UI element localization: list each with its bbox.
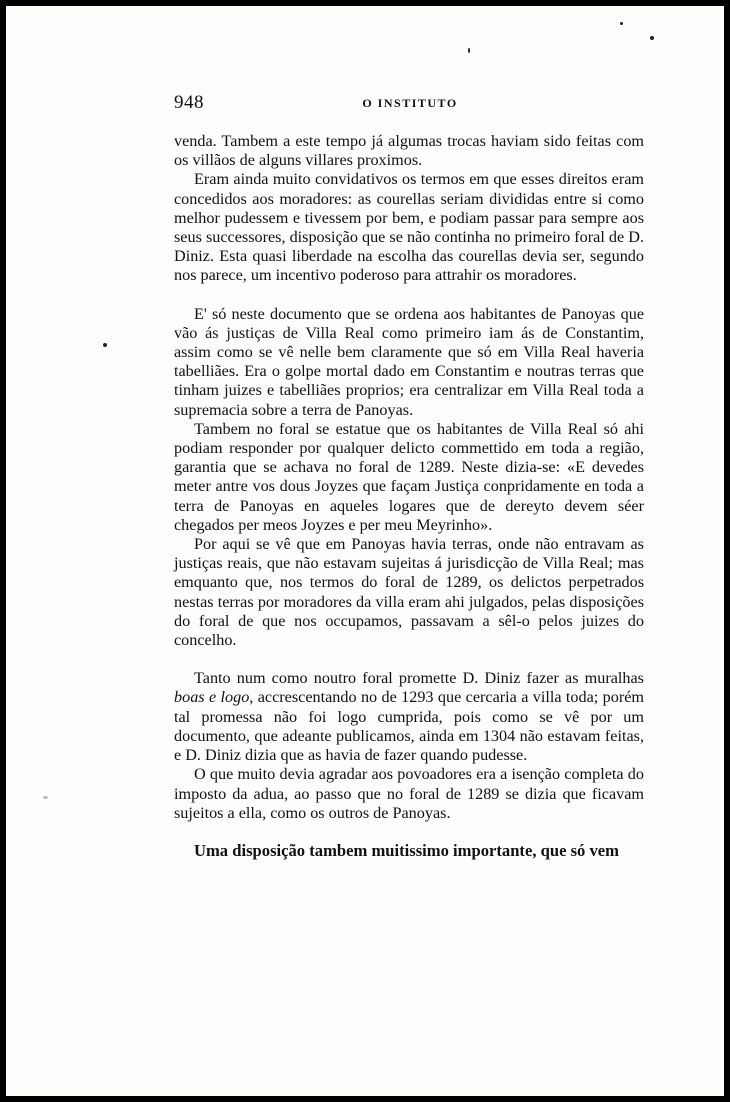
scan-speck bbox=[468, 48, 470, 53]
paragraph-8: Uma disposição tambem muitissimo importante, que só vem bbox=[194, 840, 619, 860]
paragraph-7: O que muito devia agradar aos povoadores era a isenção completa do imposto da adua, ao passo que no foral de 1289 se dizia que ficavam sujeitos a ella, como os outros de Panoyas. bbox=[174, 765, 644, 822]
paragraph-6 bbox=[174, 669, 644, 765]
paragraph-5: Por aqui se vê que em Panoyas havia terras, onde não entravam as justiças reais, que não estavam sujeitas á jurisdicção de Villa Real; mas emquanto que, nos termos do foral de 1289, os delictos perpetrados nestas terras por moradores da villa eram ahi julgados, pelas disposições do foral de que nos occupamos, passavam a sêl-o pelos juizes do concelho. bbox=[174, 535, 644, 650]
scan-speck bbox=[650, 36, 654, 40]
page-number: 948 bbox=[174, 92, 204, 113]
scan-speck bbox=[43, 796, 48, 799]
paragraph-6-italic: boas e logo, bbox=[174, 688, 254, 707]
scan-speck bbox=[103, 343, 107, 347]
body-text bbox=[174, 132, 644, 860]
paragraph-4: Tambem no foral se estatue que os habitantes de Villa Real só ahi podiam responder por qualquer delicto commettido em toda a região, garantia que se achava no foral de 1289. Neste dizia-se: «E devedes meter antre vos dous Joyzes que façam Justiça conpridamente en toda a terra de Panoyas en aqueles logares que de dereyto devem séer chegados per meos Joyzes e per meu Meyrinho». bbox=[174, 419, 644, 534]
running-title: O INSTITUTO bbox=[362, 96, 458, 110]
paragraph-3: E' só neste documento que se ordena aos habitantes de Panoyas que vão ás justiças de Villa Real como primeiro iam ás de Constantim, assim como se vê nelle bem claramente que só em Villa Real haveria tabelliães. Era o golpe mortal dado em Constantim e noutras terras que tinham juizes e tabelliães proprios; era centralizar em Villa Real toda a supremacia sobre a terra de Panoyas. bbox=[174, 304, 644, 419]
paragraph-2: Eram ainda muito convidativos os termos em que esses direitos eram concedidos aos moradores: as courellas seriam divididas entre si como melhor pudessem e tivessem por bem, e podiam passar para sempre aos seus successores, disposição que se não continha no primeiro foral de D. Diniz. Esta quasi liberdade na escolha das courellas devia ser, segundo nos parece, um incentivo poderoso para attrahir os moradores. bbox=[174, 170, 644, 285]
paragraph-1: venda. Tambem a este tempo já algumas trocas haviam sido feitas com os villãos de alguns villares proximos. bbox=[174, 132, 644, 170]
scan-speck bbox=[620, 22, 623, 25]
paragraph-6-rest: accrescentando no de 1293 que cercaria a villa toda; porém tal promessa não foi logo cumprida, pois como se vê por um documento, que adeante publicamos, ainda em 1304 não estavam feitas, e D. Diniz dizia que as havia de fazer quando pudesse. bbox=[174, 688, 645, 765]
paragraph-6-lead: Tanto num como noutro foral promette D. Diniz fazer as muralhas bbox=[194, 669, 644, 688]
page-header bbox=[174, 92, 646, 118]
